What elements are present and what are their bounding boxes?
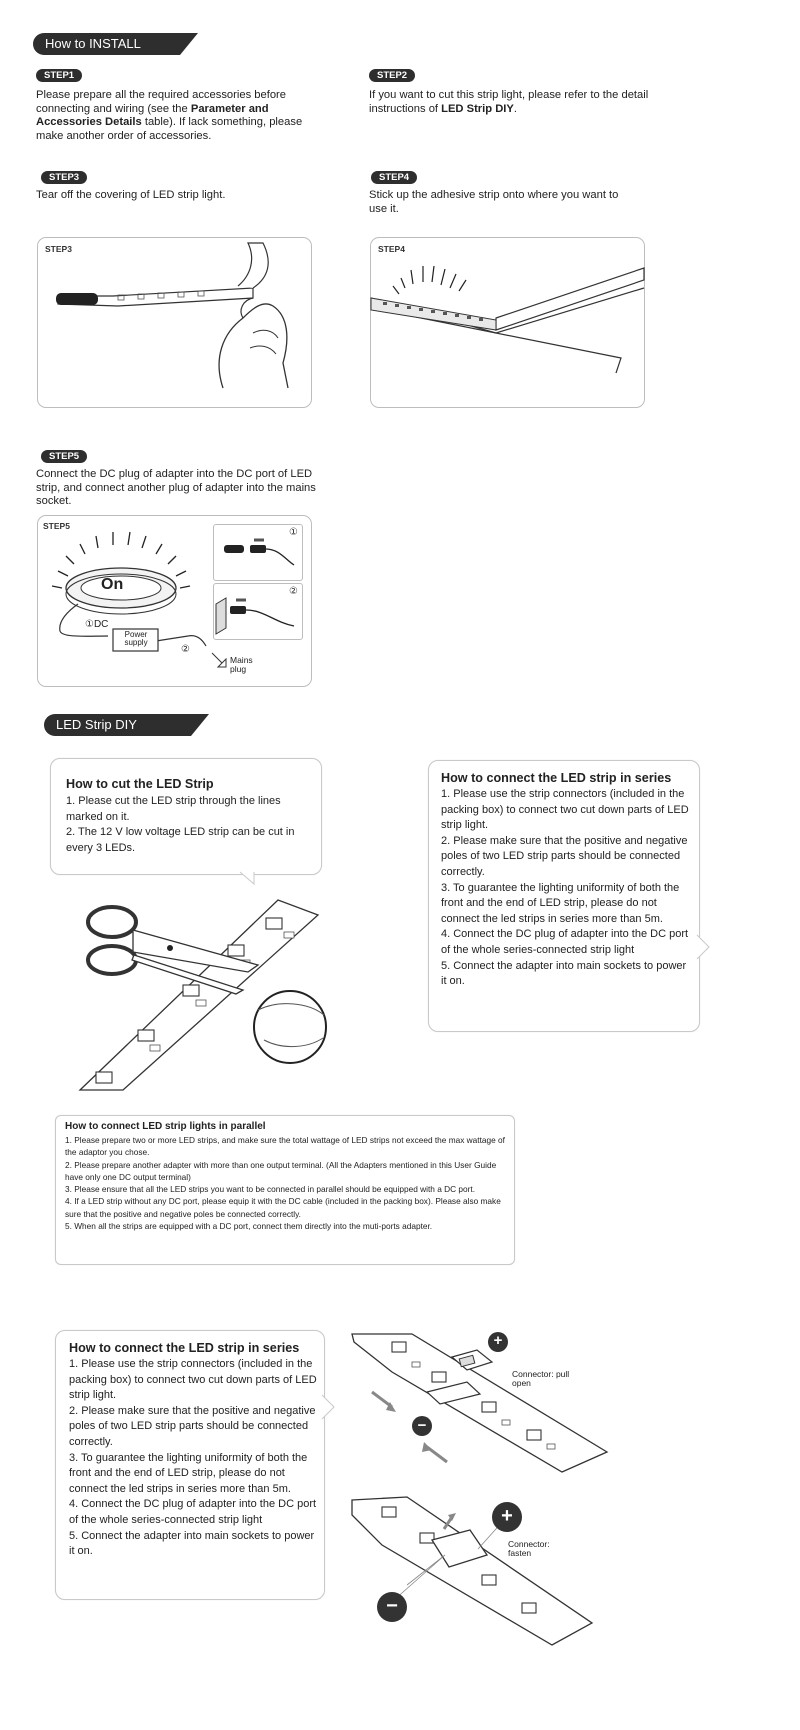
mains-plug-icon [210, 651, 230, 671]
on-label: On [101, 576, 124, 593]
inset-2-mark: ② [289, 586, 298, 597]
series-top-pointer [697, 935, 713, 959]
series-top-line-4: 4. Connect the DC plug of adapter into the DC port of the whole series-connected strip light [441, 928, 689, 956]
step3-figure-label: STEP3 [45, 244, 72, 254]
connector-plus-top: + [493, 1332, 503, 1349]
step3-badge: STEP3 [41, 171, 87, 184]
series-bottom-line-5: 5. Connect the adapter into main sockets to power it on. [69, 1529, 315, 1558]
step5-figure-label: STEP5 [43, 521, 70, 531]
series-top-line-1: 1. Please use the strip connectors (included in the packing box) to connect two cut down parts of LED strip light. [441, 788, 689, 832]
step4-figure [370, 237, 645, 408]
step2-text: If you want to cut this strip light, please refer to the detail instructions of LED Strip DIY. [369, 89, 649, 115]
series-bottom-line-1: 1. Please use the strip connectors (included in the packing box) to connect two cut down parts of LED strip light. [69, 1358, 317, 1402]
step5-inset-1 [213, 524, 303, 581]
parallel-line-1: 1. Please prepare two or more LED strips, and make sure the total wattage of LED strips not exceed the max wattage of the adaptor you chose. [65, 1135, 505, 1158]
series-bottom-card [55, 1330, 325, 1600]
cut-line-2: 2. The 12 V low voltage LED strip can be cut in every 3 LEDs. [66, 826, 295, 854]
step2-badge: STEP2 [369, 69, 415, 82]
connector-pull-illustration [352, 1332, 622, 1477]
parallel-line-4: 4. If a LED strip without any DC port, please equip it with the DC cable (included in the packing box). Please also make sure that the positive and negative poles be connected correctly. [65, 1196, 501, 1219]
diy-section-title: LED Strip DIY [56, 717, 137, 732]
inset-1-mark: ① [289, 527, 298, 538]
install-section-banner [33, 33, 180, 55]
series-bottom-line-4: 4. Connect the DC plug of adapter into the DC port of the whole series-connected strip light [69, 1498, 317, 1526]
dc-label: ①DC [85, 619, 109, 630]
step3-text: Tear off the covering of LED strip light. [36, 189, 226, 201]
step5-figure [37, 515, 312, 687]
series-top-title: How to connect the LED strip in series [441, 771, 672, 785]
led-reel-illustration [38, 516, 208, 686]
connector-minus-bottom: − [386, 1595, 398, 1617]
series-bottom-line-3: 3. To guarantee the lighting uniformity of both the front and the end of LED strip, please do not connect the led strips in series more than 5m. [69, 1451, 308, 1495]
connector-fasten-illustration [352, 1495, 612, 1645]
step1-badge: STEP1 [36, 69, 82, 82]
mains-plug-label: Mains plug [230, 655, 253, 674]
series-bottom-pointer [322, 1395, 338, 1419]
series-top-line-5: 5. Connect the adapter into main sockets to power it on. [441, 959, 687, 988]
connector-minus-top: − [417, 1417, 427, 1434]
step3-figure [37, 237, 312, 408]
diy-section-banner [44, 714, 191, 736]
install-section-title: How to INSTALL [45, 36, 141, 51]
step5-badge: STEP5 [41, 450, 87, 463]
step1-text: Please prepare all the required accessories before connecting and wiring (see the Parameter and Accessories Details table). If lack something, please make another order of accessories. [36, 89, 303, 142]
socket-plug-illustration [214, 584, 302, 639]
step5-text: Connect the DC plug of adapter into the DC port of LED strip, and connect another plug of adapter into the mains socket. [36, 468, 316, 508]
parallel-line-5: 5. When all the strips are equipped with a DC port, connect them directly into the muti-ports adapter. [65, 1221, 433, 1232]
parallel-line-2: 2. Please prepare another adapter with more than one output terminal. (All the Adapters mentioned in this User Guide have only one DC output terminal) [65, 1159, 497, 1182]
step4-badge: STEP4 [371, 171, 417, 184]
parallel-card [55, 1115, 515, 1265]
power-supply-label: Power supply [124, 630, 148, 647]
cut-line-1: 1. Please cut the LED strip through the lines marked on it. [66, 795, 281, 823]
parallel-title: How to connect LED strip lights in parallel [65, 1121, 266, 1132]
connector-pull-label: Connector: pull open [512, 1369, 570, 1388]
step5-mark-2: ② [181, 644, 190, 655]
series-top-card [428, 760, 700, 1032]
scissors-cut-illustration [78, 890, 338, 1090]
peel-strip-illustration [38, 238, 311, 407]
step4-text: Stick up the adhesive strip onto where you want to use it. [369, 189, 619, 215]
stick-strip-illustration [371, 238, 644, 407]
series-top-line-3: 3. To guarantee the lighting uniformity of both the front and the end of LED strip, please do not connect the led strips in series more than 5m. [441, 881, 680, 925]
cut-card [50, 758, 322, 875]
series-bottom-line-2: 2. Please make sure that the positive and negative poles of two LED strip parts should be connected correctly. [69, 1404, 316, 1448]
dc-plug-illustration [214, 525, 302, 580]
series-bottom-title: How to connect the LED strip in series [69, 1341, 300, 1355]
cut-title: How to cut the LED Strip [66, 777, 214, 791]
series-top-line-2: 2. Please make sure that the positive and negative poles of two LED strip parts should be connected correctly. [441, 834, 688, 878]
parallel-line-3: 3. Please ensure that all the LED strips you want to be connected in parallel should be equipped with a DC port. [65, 1184, 476, 1195]
cut-card-pointer [240, 872, 260, 886]
connector-plus-bottom: + [501, 1505, 513, 1527]
step4-figure-label: STEP4 [378, 244, 405, 254]
step5-inset-2 [213, 583, 303, 640]
connector-fasten-label: Connector: fasten [508, 1539, 550, 1558]
